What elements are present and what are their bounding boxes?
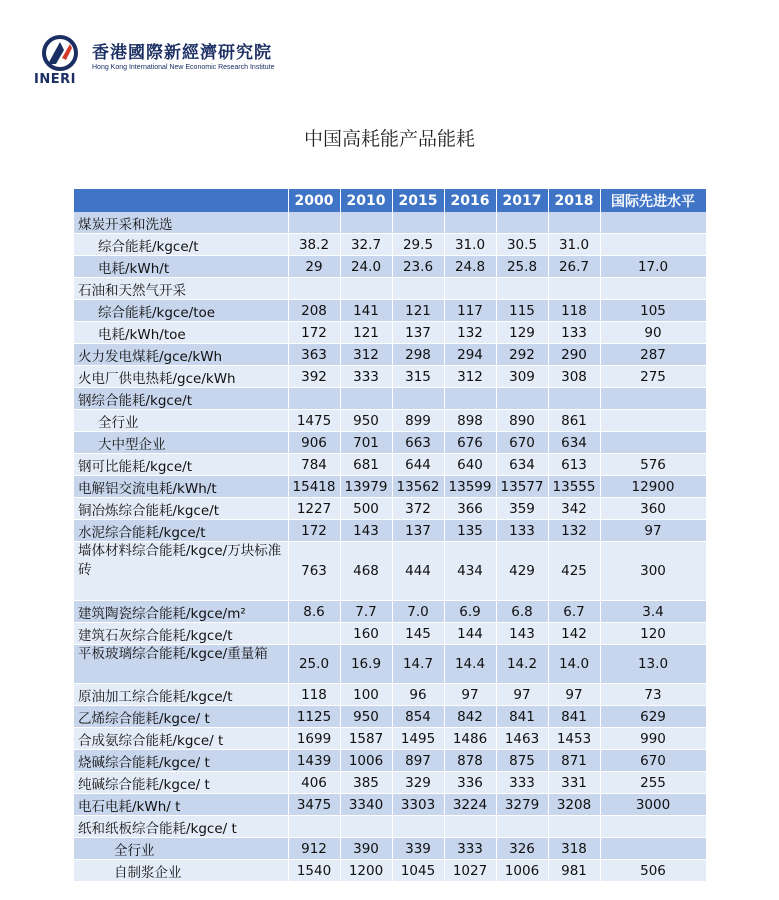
table-cell: 390 [340, 838, 392, 860]
table-cell: 137 [392, 520, 444, 542]
column-header: 2000 [288, 189, 340, 212]
table-cell: 13555 [548, 476, 600, 498]
table-row [74, 706, 706, 728]
table-cell: 298 [392, 344, 444, 366]
table-cell [496, 278, 548, 300]
table-row [74, 432, 706, 454]
table-cell: 312 [444, 366, 496, 388]
table-cell: 1463 [496, 728, 548, 750]
table-cell: 132 [444, 322, 496, 344]
table-cell: 142 [548, 623, 600, 645]
table-cell: 676 [444, 432, 496, 454]
org-name-chinese: 香港國際新經濟研究院 [92, 43, 272, 63]
table-row [74, 816, 706, 838]
table-cell: 3475 [288, 794, 340, 816]
row-label: 平板玻璃综合能耗/kgce/重量箱 [74, 645, 288, 684]
table-row [74, 542, 706, 601]
table-cell: 121 [340, 322, 392, 344]
table-cell: 12900 [600, 476, 706, 498]
table-cell: 468 [340, 542, 392, 601]
table-cell: 23.6 [392, 256, 444, 278]
table-cell: 841 [548, 706, 600, 728]
table-cell: 3208 [548, 794, 600, 816]
table-cell [600, 234, 706, 256]
table-cell: 333 [496, 772, 548, 794]
column-header: 2016 [444, 189, 496, 212]
table-cell: 444 [392, 542, 444, 601]
table-row [74, 278, 706, 300]
table-cell: 3.4 [600, 601, 706, 623]
table-cell: 613 [548, 454, 600, 476]
table-row [74, 410, 706, 432]
table-cell: 3303 [392, 794, 444, 816]
table-cell: 308 [548, 366, 600, 388]
table-cell: 1495 [392, 728, 444, 750]
table-cell: 29.5 [392, 234, 444, 256]
table-row [74, 838, 706, 860]
table-cell: 634 [496, 454, 548, 476]
table-cell: 13979 [340, 476, 392, 498]
table-cell: 121 [392, 300, 444, 322]
table-cell: 898 [444, 410, 496, 432]
table-cell: 315 [392, 366, 444, 388]
table-cell: 275 [600, 366, 706, 388]
table-cell [392, 278, 444, 300]
table-cell: 172 [288, 322, 340, 344]
table-cell: 336 [444, 772, 496, 794]
row-label: 原油加工综合能耗/kgce/t [74, 684, 288, 706]
table-cell: 854 [392, 706, 444, 728]
table-row [74, 794, 706, 816]
table-cell: 1006 [496, 860, 548, 882]
row-label: 电解铝交流电耗/kWh/t [74, 476, 288, 498]
table-cell: 135 [444, 520, 496, 542]
table-cell [340, 278, 392, 300]
table-cell: 287 [600, 344, 706, 366]
table-cell: 100 [340, 684, 392, 706]
table-cell [496, 212, 548, 234]
table-cell: 6.7 [548, 601, 600, 623]
table-cell [600, 278, 706, 300]
table-cell: 434 [444, 542, 496, 601]
table-cell: 133 [548, 322, 600, 344]
table-row [74, 520, 706, 542]
table-cell [288, 278, 340, 300]
table-cell: 681 [340, 454, 392, 476]
table-cell: 32.7 [340, 234, 392, 256]
table-cell: 366 [444, 498, 496, 520]
row-label: 乙烯综合能耗/kgce/ t [74, 706, 288, 728]
table-row [74, 601, 706, 623]
row-label: 钢可比能耗/kgce/t [74, 454, 288, 476]
table-cell: 7.7 [340, 601, 392, 623]
table-row [74, 344, 706, 366]
table-cell: 1475 [288, 410, 340, 432]
row-label: 墙体材料综合能耗/kgce/万块标准砖 [74, 542, 288, 601]
table-cell: 26.7 [548, 256, 600, 278]
table-cell: 17.0 [600, 256, 706, 278]
table-cell: 950 [340, 706, 392, 728]
table-cell [288, 816, 340, 838]
table-cell [600, 432, 706, 454]
table-cell: 906 [288, 432, 340, 454]
row-label: 纯碱综合能耗/kgce/ t [74, 772, 288, 794]
table-cell: 506 [600, 860, 706, 882]
table-cell: 990 [600, 728, 706, 750]
table-cell: 663 [392, 432, 444, 454]
column-header: 2015 [392, 189, 444, 212]
table-cell: 3279 [496, 794, 548, 816]
table-cell: 634 [548, 432, 600, 454]
table-cell: 96 [392, 684, 444, 706]
table-cell: 13562 [392, 476, 444, 498]
table-cell: 1486 [444, 728, 496, 750]
row-label: 电耗/kWh/t [74, 256, 288, 278]
table-cell: 701 [340, 432, 392, 454]
table-cell [288, 388, 340, 410]
table-row [74, 498, 706, 520]
table-cell: 144 [444, 623, 496, 645]
table-cell: 115 [496, 300, 548, 322]
row-label: 合成氨综合能耗/kgce/ t [74, 728, 288, 750]
row-label: 纸和纸板综合能耗/kgce/ t [74, 816, 288, 838]
table-cell: 500 [340, 498, 392, 520]
column-header: 2010 [340, 189, 392, 212]
table-cell: 133 [496, 520, 548, 542]
table-cell [496, 388, 548, 410]
table-row [74, 256, 706, 278]
table-cell: 6.8 [496, 601, 548, 623]
table-cell: 97 [548, 684, 600, 706]
table-cell [340, 212, 392, 234]
org-name-english: Hong Kong International New Economic Research Institute [92, 64, 275, 71]
table-cell: 6.9 [444, 601, 496, 623]
table-cell [600, 816, 706, 838]
table-row [74, 212, 706, 234]
table-cell: 14.2 [496, 645, 548, 684]
table-cell: 38.2 [288, 234, 340, 256]
table-cell [392, 388, 444, 410]
row-label: 烧碱综合能耗/kgce/ t [74, 750, 288, 772]
table-cell [600, 410, 706, 432]
row-label: 建筑石灰综合能耗/kgce/t [74, 623, 288, 645]
table-cell [444, 816, 496, 838]
table-cell: 13577 [496, 476, 548, 498]
table-cell: 31.0 [548, 234, 600, 256]
table-cell: 406 [288, 772, 340, 794]
table-cell: 290 [548, 344, 600, 366]
table-cell: 861 [548, 410, 600, 432]
table-cell: 429 [496, 542, 548, 601]
row-label: 电石电耗/kWh/ t [74, 794, 288, 816]
table-cell: 331 [548, 772, 600, 794]
table-cell: 132 [548, 520, 600, 542]
row-label: 全行业 [74, 410, 288, 432]
table-cell: 312 [340, 344, 392, 366]
table-cell: 339 [392, 838, 444, 860]
column-header: 国际先进水平 [600, 189, 706, 212]
table-cell: 117 [444, 300, 496, 322]
table-cell [392, 212, 444, 234]
table-cell: 7.0 [392, 601, 444, 623]
table-cell: 385 [340, 772, 392, 794]
table-cell: 670 [496, 432, 548, 454]
table-row [74, 684, 706, 706]
table-cell: 333 [444, 838, 496, 860]
table-cell: 1045 [392, 860, 444, 882]
table-cell: 326 [496, 838, 548, 860]
table-cell [444, 278, 496, 300]
table-cell [392, 816, 444, 838]
row-label: 钢综合能耗/kgce/t [74, 388, 288, 410]
table-row [74, 860, 706, 882]
table-cell: 145 [392, 623, 444, 645]
table-cell: 841 [496, 706, 548, 728]
table-cell: 1439 [288, 750, 340, 772]
table-cell: 24.0 [340, 256, 392, 278]
table-cell: 644 [392, 454, 444, 476]
table-cell: 143 [340, 520, 392, 542]
table-cell: 640 [444, 454, 496, 476]
table-cell: 1200 [340, 860, 392, 882]
table-cell [600, 838, 706, 860]
row-label: 综合能耗/kgce/toe [74, 300, 288, 322]
table-cell: 912 [288, 838, 340, 860]
table-cell: 372 [392, 498, 444, 520]
table-cell: 13599 [444, 476, 496, 498]
table-cell: 137 [392, 322, 444, 344]
table-row [74, 234, 706, 256]
logo-letters: INERI [34, 72, 76, 87]
table-cell: 342 [548, 498, 600, 520]
table-cell [444, 388, 496, 410]
table-cell: 392 [288, 366, 340, 388]
table-cell: 25.0 [288, 645, 340, 684]
table-cell: 120 [600, 623, 706, 645]
table-cell: 208 [288, 300, 340, 322]
table-row [74, 366, 706, 388]
table-cell [548, 388, 600, 410]
institute-emblem-icon [34, 34, 86, 74]
table-cell: 576 [600, 454, 706, 476]
table-cell: 300 [600, 542, 706, 601]
table-cell: 24.8 [444, 256, 496, 278]
table-cell: 1453 [548, 728, 600, 750]
energy-consumption-table [74, 189, 707, 882]
row-label: 水泥综合能耗/kgce/t [74, 520, 288, 542]
table-cell [600, 212, 706, 234]
table-cell [548, 278, 600, 300]
table-cell: 14.0 [548, 645, 600, 684]
table-cell [288, 212, 340, 234]
table-cell: 105 [600, 300, 706, 322]
page-title: 中国高耗能产品能耗 [303, 128, 475, 150]
table-row [74, 322, 706, 344]
table-cell: 359 [496, 498, 548, 520]
table-cell: 871 [548, 750, 600, 772]
row-label: 全行业 [74, 838, 288, 860]
table-cell: 172 [288, 520, 340, 542]
table-row [74, 454, 706, 476]
table-row [74, 623, 706, 645]
table-cell: 160 [340, 623, 392, 645]
row-label: 大中型企业 [74, 432, 288, 454]
table-cell: 73 [600, 684, 706, 706]
table-cell: 129 [496, 322, 548, 344]
table-cell: 118 [548, 300, 600, 322]
table-cell: 13.0 [600, 645, 706, 684]
table-cell: 3000 [600, 794, 706, 816]
table-cell: 890 [496, 410, 548, 432]
row-label: 火力发电煤耗/gce/kWh [74, 344, 288, 366]
institute-logo [34, 34, 304, 89]
table-cell: 1006 [340, 750, 392, 772]
table-cell: 1540 [288, 860, 340, 882]
table-cell: 118 [288, 684, 340, 706]
table-cell: 3340 [340, 794, 392, 816]
table-cell: 363 [288, 344, 340, 366]
table-row [74, 645, 706, 684]
table-cell: 899 [392, 410, 444, 432]
table-row [74, 388, 706, 410]
table-row [74, 772, 706, 794]
table-cell: 8.6 [288, 601, 340, 623]
table-cell: 318 [548, 838, 600, 860]
table-cell [548, 212, 600, 234]
table-cell: 97 [496, 684, 548, 706]
table-cell: 1587 [340, 728, 392, 750]
table-cell [340, 388, 392, 410]
table-cell [444, 212, 496, 234]
table-row [74, 476, 706, 498]
table-cell: 292 [496, 344, 548, 366]
table-cell: 629 [600, 706, 706, 728]
table-row [74, 300, 706, 322]
table-cell: 842 [444, 706, 496, 728]
table-cell: 25.8 [496, 256, 548, 278]
row-label: 煤炭开采和洗选 [74, 212, 288, 234]
table-cell: 90 [600, 322, 706, 344]
table-row [74, 728, 706, 750]
column-header-label [74, 189, 288, 212]
table-cell: 294 [444, 344, 496, 366]
table-cell: 309 [496, 366, 548, 388]
table-cell: 1027 [444, 860, 496, 882]
table-cell: 875 [496, 750, 548, 772]
table-cell: 3224 [444, 794, 496, 816]
table-cell [288, 623, 340, 645]
table-cell: 763 [288, 542, 340, 601]
row-label: 火电厂供电热耗/gce/kWh [74, 366, 288, 388]
table-cell: 30.5 [496, 234, 548, 256]
table-cell: 14.4 [444, 645, 496, 684]
table-cell: 1125 [288, 706, 340, 728]
table-cell: 29 [288, 256, 340, 278]
table-cell: 784 [288, 454, 340, 476]
row-label: 电耗/kWh/toe [74, 322, 288, 344]
table-cell [340, 816, 392, 838]
row-label: 综合能耗/kgce/t [74, 234, 288, 256]
row-label: 石油和天然气开采 [74, 278, 288, 300]
table-cell: 97 [600, 520, 706, 542]
table-cell: 329 [392, 772, 444, 794]
table-cell: 360 [600, 498, 706, 520]
table-cell: 1699 [288, 728, 340, 750]
table-cell [496, 816, 548, 838]
column-header: 2018 [548, 189, 600, 212]
table-cell: 1227 [288, 498, 340, 520]
table-cell: 950 [340, 410, 392, 432]
table-cell: 878 [444, 750, 496, 772]
table-cell: 897 [392, 750, 444, 772]
table-row [74, 750, 706, 772]
row-label: 建筑陶瓷综合能耗/kgce/m² [74, 601, 288, 623]
table-header-row [74, 189, 706, 212]
table-cell: 16.9 [340, 645, 392, 684]
table-cell: 981 [548, 860, 600, 882]
table-cell: 97 [444, 684, 496, 706]
table-body [74, 212, 706, 882]
table-cell: 141 [340, 300, 392, 322]
table-cell: 255 [600, 772, 706, 794]
table-cell: 425 [548, 542, 600, 601]
table-cell: 14.7 [392, 645, 444, 684]
table-cell: 143 [496, 623, 548, 645]
row-label: 铜冶炼综合能耗/kgce/t [74, 498, 288, 520]
table-cell: 31.0 [444, 234, 496, 256]
table-cell [548, 816, 600, 838]
table-cell: 670 [600, 750, 706, 772]
column-header: 2017 [496, 189, 548, 212]
table-cell: 333 [340, 366, 392, 388]
row-label: 自制浆企业 [74, 860, 288, 882]
table-cell [600, 388, 706, 410]
table-cell: 15418 [288, 476, 340, 498]
